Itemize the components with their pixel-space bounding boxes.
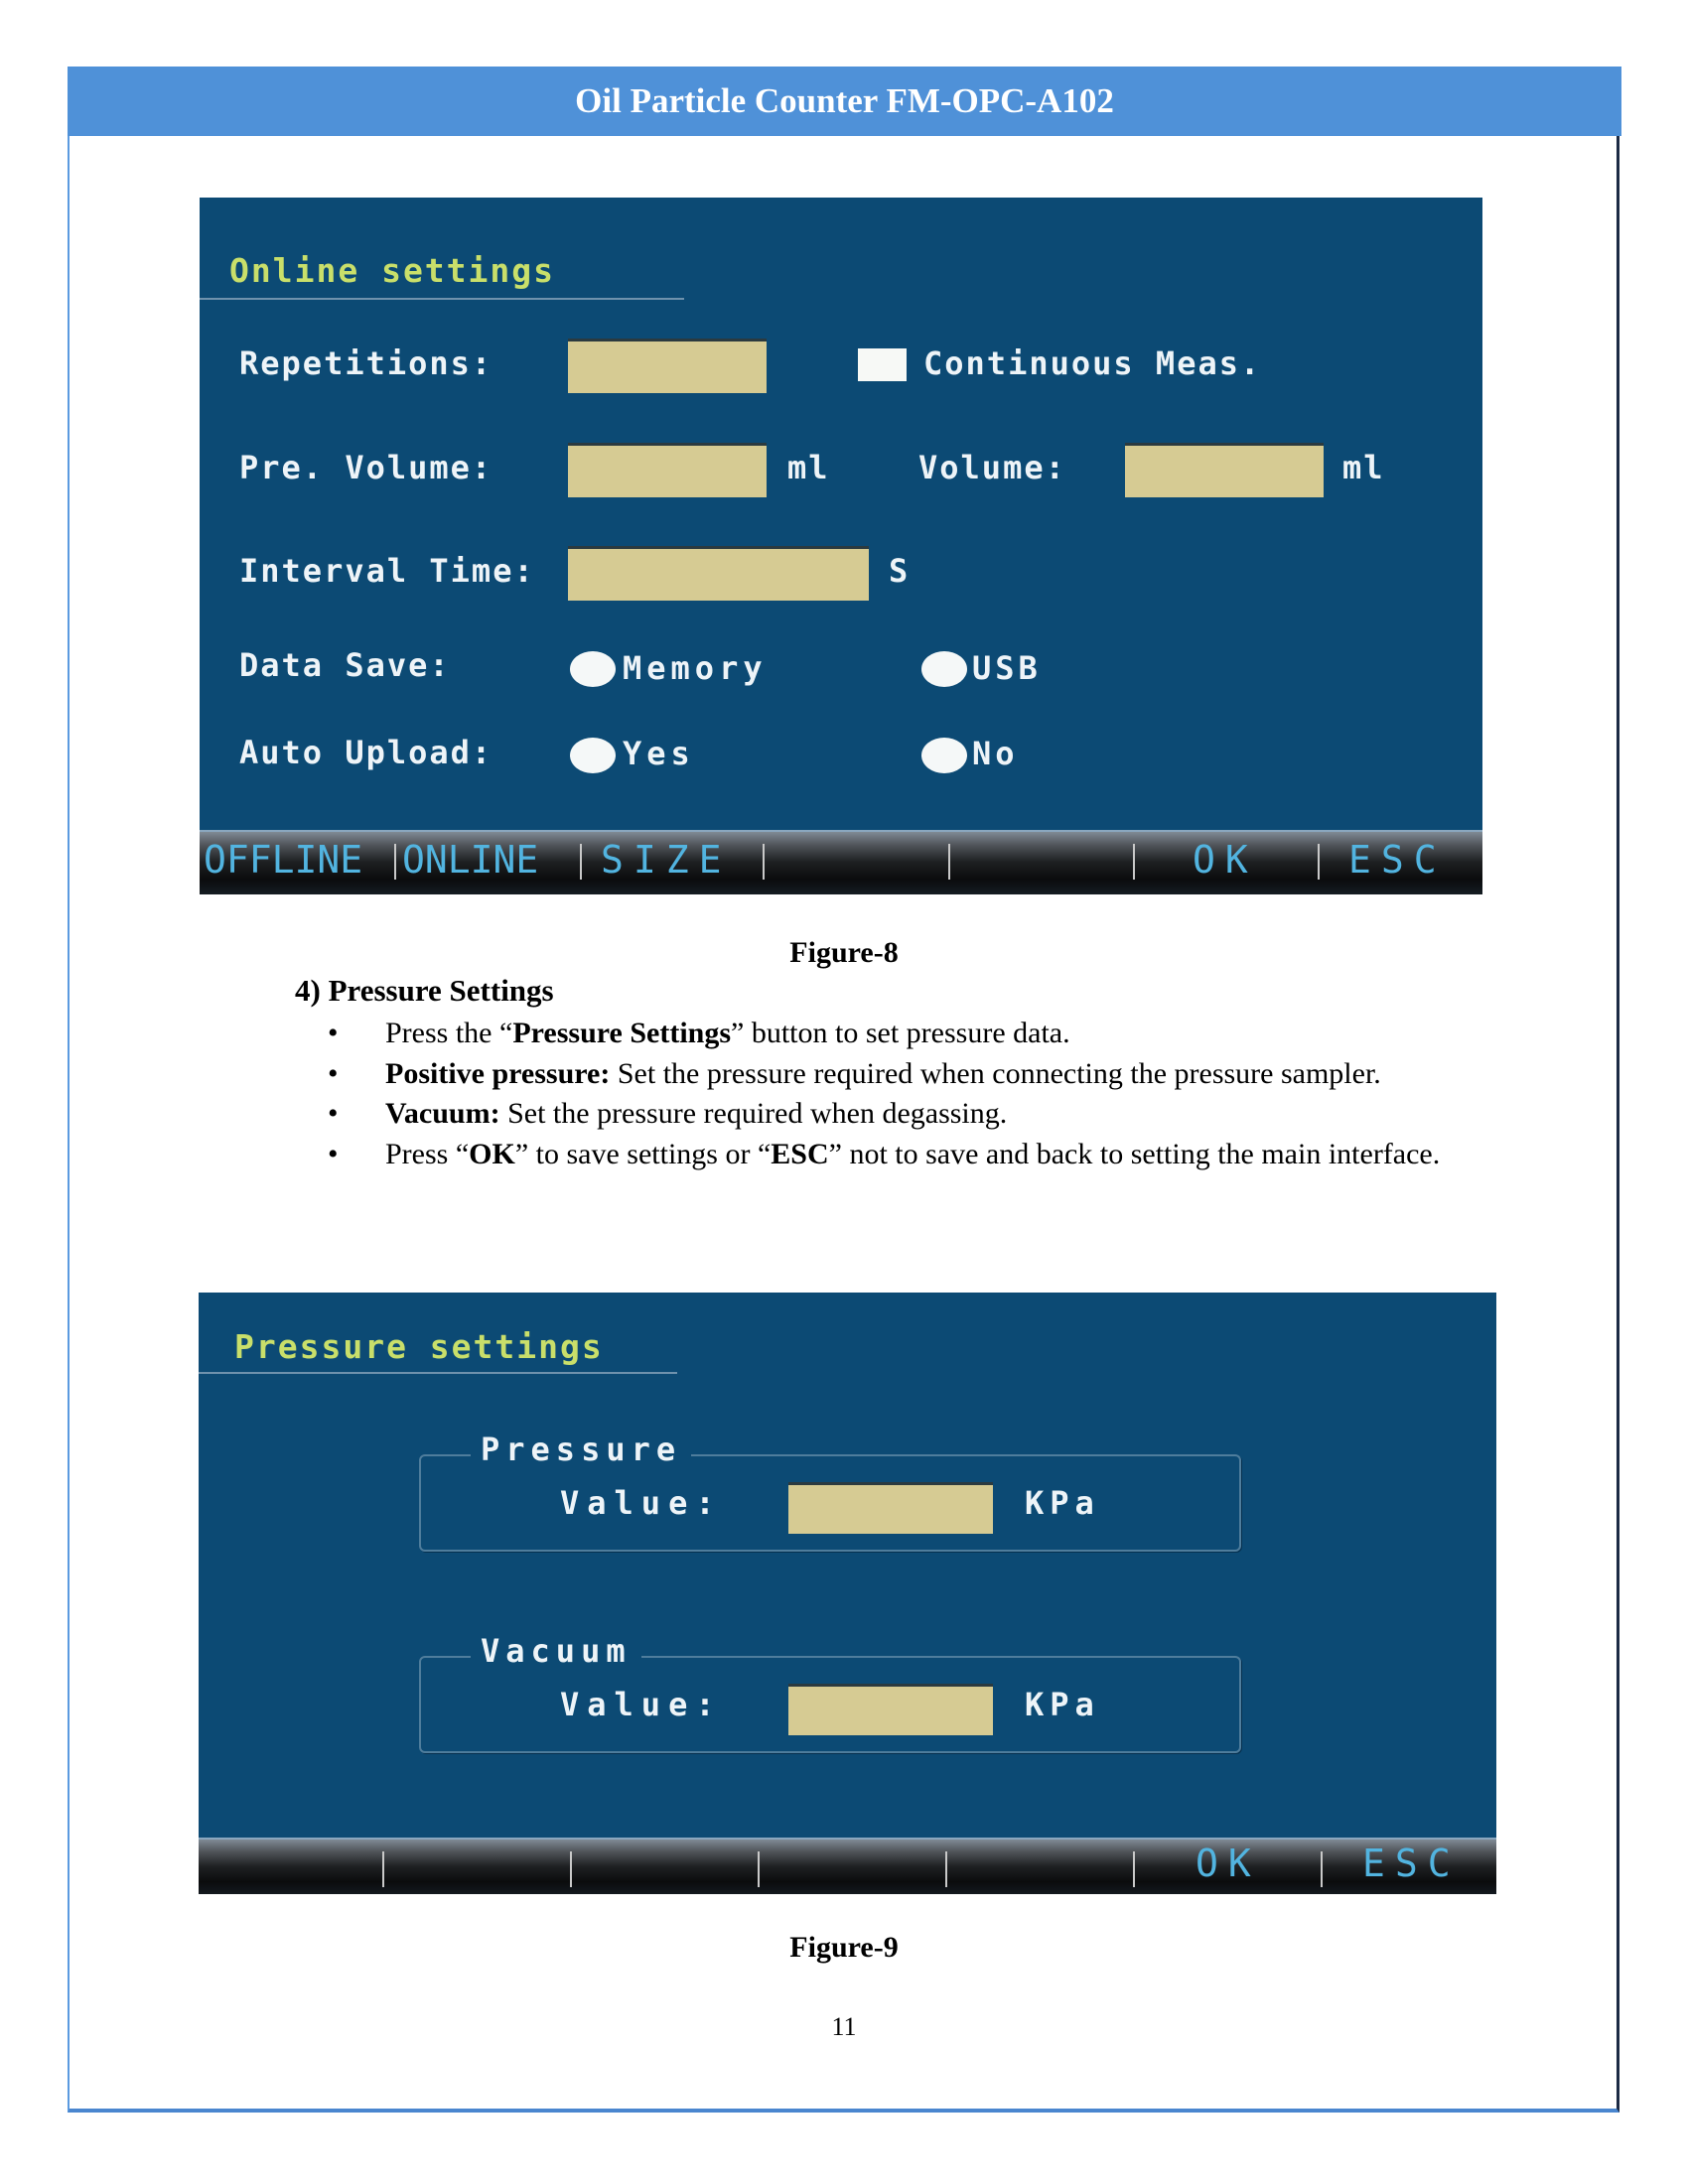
size-key[interactable]: SIZE [601, 838, 732, 882]
section-heading: 4) Pressure Settings [295, 973, 554, 1008]
screen-title: Online settings [229, 251, 556, 290]
key-separator [394, 844, 396, 880]
repetitions-input[interactable] [568, 339, 767, 393]
ok-key[interactable]: OK [1196, 1842, 1261, 1885]
list-item: • Press the “Pressure Settings” button to set pressure data. [328, 1014, 1479, 1054]
memory-radio[interactable] [570, 651, 616, 687]
bullet-icon: • [328, 1017, 339, 1049]
no-radio[interactable] [921, 738, 967, 773]
list-item: • Vacuum: Set the pressure required when degassing. [328, 1094, 1479, 1135]
memory-label: Memory [623, 649, 768, 687]
function-key-bar [199, 1838, 1496, 1894]
usb-label: USB [972, 649, 1042, 687]
pressure-value-input[interactable] [788, 1482, 993, 1534]
figure-9-caption: Figure-9 [789, 1931, 899, 1964]
interval-time-label: Interval Time: [239, 552, 535, 590]
pressure-value-label: Value: [560, 1484, 723, 1522]
vacuum-value-label: Value: [560, 1686, 723, 1723]
interval-time-unit: S [889, 552, 911, 590]
function-key-bar [200, 830, 1482, 894]
online-key[interactable]: ONLINE [402, 838, 539, 882]
pre-volume-label: Pre. Volume: [239, 449, 493, 486]
pressure-group-legend: Pressure [471, 1431, 691, 1468]
title-underline [200, 298, 684, 300]
key-separator [945, 1851, 947, 1887]
no-label: No [972, 735, 1019, 772]
screen-title: Pressure settings [234, 1327, 604, 1366]
key-separator [1133, 1851, 1135, 1887]
online-settings-screen [200, 198, 1482, 894]
esc-key[interactable]: ESC [1362, 1842, 1461, 1885]
auto-upload-label: Auto Upload: [239, 734, 493, 771]
key-separator [758, 1851, 760, 1887]
figure-8-caption: Figure-8 [789, 936, 899, 969]
volume-input[interactable] [1125, 443, 1324, 497]
title-underline [199, 1372, 677, 1374]
pre-volume-input[interactable] [568, 443, 767, 497]
volume-label: Volume: [918, 449, 1066, 486]
yes-label: Yes [623, 735, 695, 772]
key-separator [763, 844, 765, 880]
ok-key[interactable]: OK [1193, 838, 1258, 882]
key-separator [570, 1851, 572, 1887]
esc-key[interactable]: ESC [1348, 838, 1447, 882]
list-item: • Positive pressure: Set the pressure required when connecting the pressure sampler. [328, 1054, 1479, 1095]
continuous-meas-checkbox[interactable] [858, 348, 907, 381]
vacuum-value-input[interactable] [788, 1684, 993, 1735]
yes-radio[interactable] [570, 738, 616, 773]
bullet-icon: • [328, 1097, 339, 1130]
key-separator [1321, 1851, 1323, 1887]
document-title: Oil Particle Counter FM-OPC-A102 [575, 81, 1114, 120]
continuous-meas-label: Continuous Meas. [923, 344, 1262, 382]
key-separator [1318, 844, 1320, 880]
interval-time-input[interactable] [568, 546, 869, 601]
list-item: • Press “OK” to save settings or “ESC” not to save and back to setting the main interface. [328, 1135, 1479, 1175]
repetitions-label: Repetitions: [239, 344, 493, 382]
vacuum-unit: KPa [1025, 1686, 1100, 1723]
bullet-icon: • [328, 1137, 339, 1170]
key-separator [1133, 844, 1135, 880]
data-save-label: Data Save: [239, 646, 451, 684]
key-separator [580, 844, 582, 880]
vacuum-group-legend: Vacuum [471, 1632, 641, 1670]
pressure-unit: KPa [1025, 1484, 1100, 1522]
pressure-settings-screen [199, 1293, 1496, 1894]
pressure-group [419, 1431, 1241, 1552]
offline-key[interactable]: OFFLINE [204, 838, 363, 882]
usb-radio[interactable] [921, 651, 967, 687]
instruction-list [328, 1014, 1479, 1174]
page-header [68, 67, 1621, 136]
pre-volume-unit: ml [787, 449, 830, 486]
key-separator [382, 1851, 384, 1887]
bullet-icon: • [328, 1056, 339, 1090]
key-separator [948, 844, 950, 880]
vacuum-group [419, 1632, 1241, 1753]
page-number: 11 [831, 2012, 857, 2041]
volume-unit: ml [1342, 449, 1385, 486]
